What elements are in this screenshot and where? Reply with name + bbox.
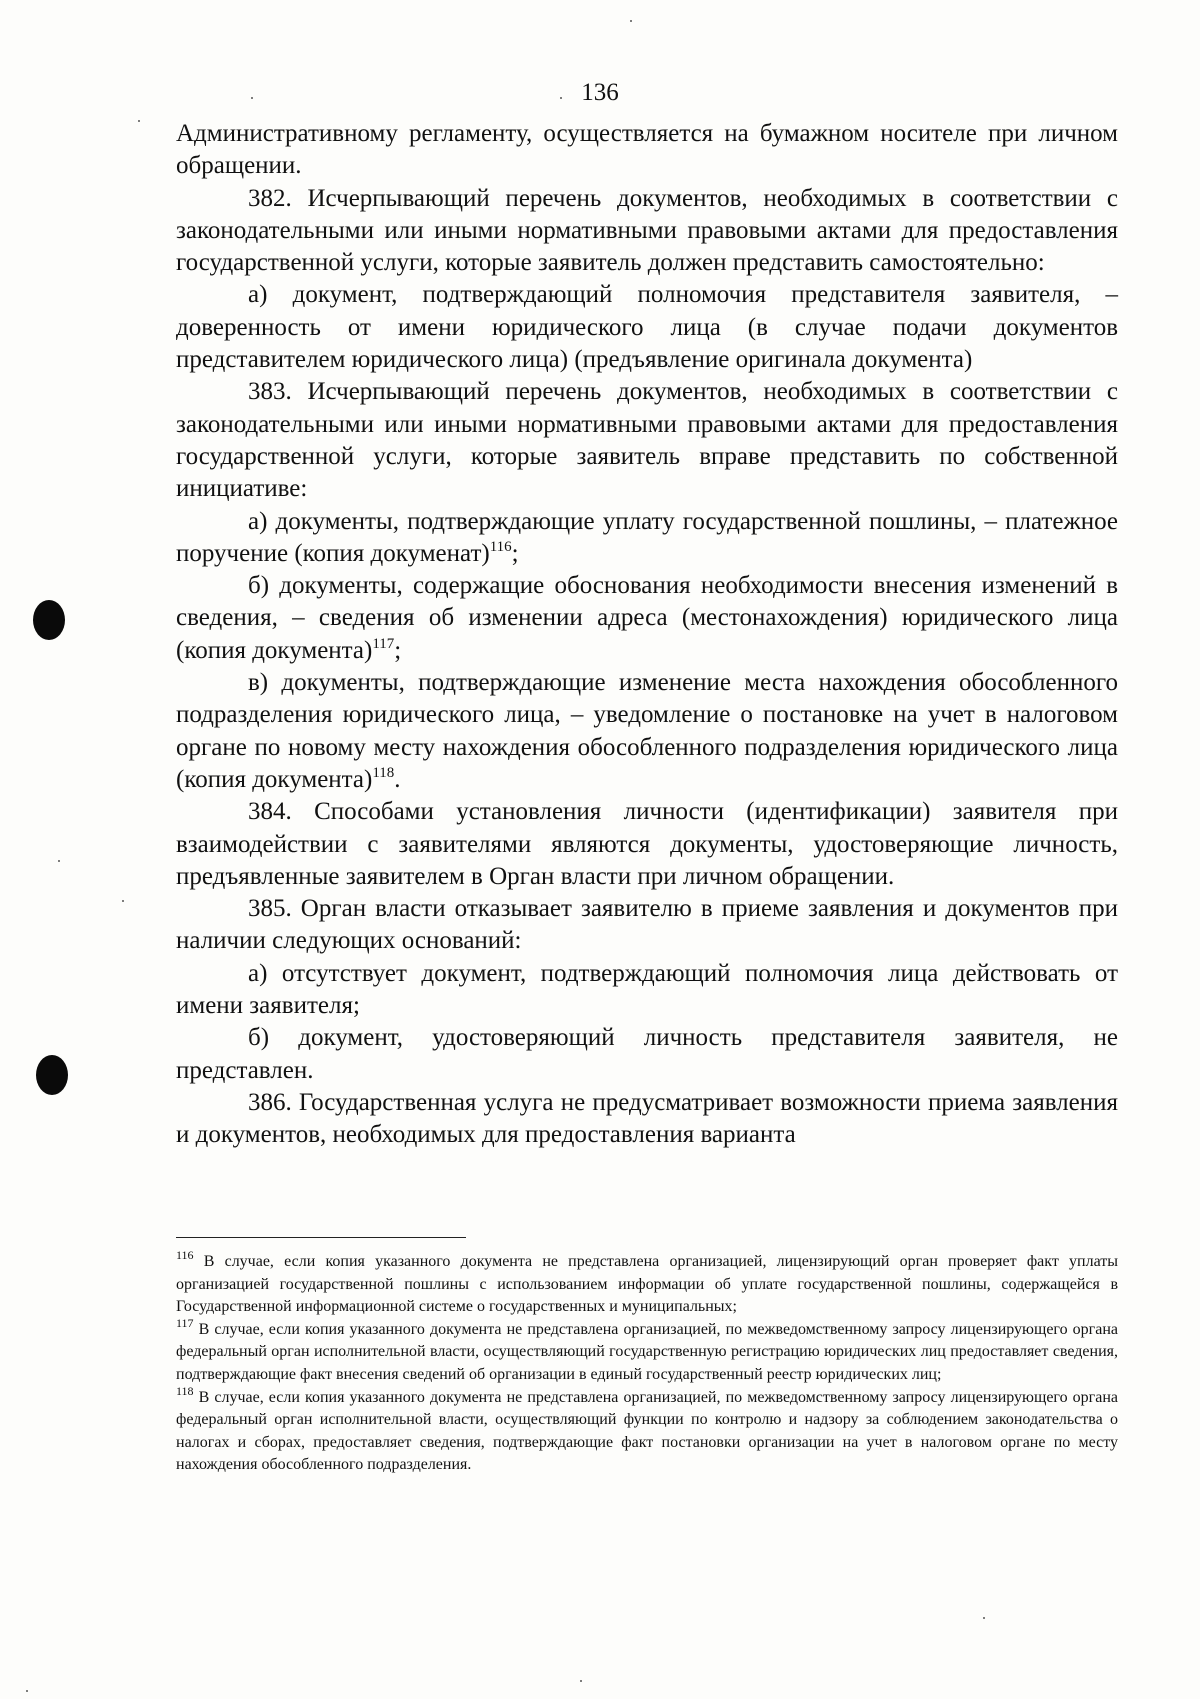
footnote-number: 117 [176,1315,194,1330]
footnote-ref-117[interactable]: 117 [372,635,395,652]
paragraph-383-c [176,667,1118,796]
footnote-117 [176,1315,1118,1387]
paragraph-end: ; [511,539,519,567]
paragraph-385: 385. Орган власти отказывает заявителю в приеме заявления и документов при наличии следующих оснований: [176,895,1118,955]
paragraph: Административному регламенту, осуществляется на бумажном носителе при личном обращении. [176,120,1118,180]
paragraph-386: 386. Государственная услуга не предусматривает возможности приема заявления и документов, необходимых для предоставления варианта [176,1088,1118,1149]
footnote-text: В случае, если копия указанного документа не представлена организацией, по межведомственному запросу лицензирующего органа федеральный орган исполнительной власти, осуществляющий функции по контролю и надзору за соблюдением законодательства о налогах и сборах, предоставляет сведения, подтверждающие факт постановки организации на учет в налоговом органе по месту нахождения обособленного подразделения. [176,1388,1118,1474]
paragraph-383-a [176,506,1118,571]
page-number: 136 [581,79,619,106]
scan-speck [983,1617,985,1619]
paragraph-385-b: б) документ, удостоверяющий личность представителя заявителя, не представлен. [176,1024,1118,1084]
main-text [176,118,1118,1152]
scan-speck [251,97,253,99]
punch-hole-mark [33,600,65,640]
footnote-118 [176,1383,1118,1477]
footnote-116 [176,1248,1118,1319]
scan-speck [58,860,60,862]
scan-speck [26,1690,28,1692]
paragraph-382: 382. Исчерпывающий перечень документов, необходимых в соответствии с законодательными или иными нормативными правовыми актами для предоставления государственной услуги, которые заявитель должен представить самостоятельно: [176,184,1118,277]
footnote-text: В случае, если копия указанного документа не представлена организацией, лицензирующий орган проверяет факт уплаты организацией государственной пошлины с использованием информации об уплате государственной пошлины, содержащейся в Государственной информационной системе о государственных и муниципальных; [176,1253,1118,1316]
paragraph-383-b [176,570,1118,667]
footnote-ref-118[interactable]: 118 [372,764,395,781]
scan-speck [560,97,562,99]
punch-hole-mark [36,1055,68,1095]
footnotes [176,1248,1118,1477]
scan-speck [122,900,124,902]
footnote-text: В случае, если копия указанного документа не представлена организацией, по межведомственному запросу лицензирующего органа федеральный орган исполнительной власти, осуществляющий государственную регистрацию юридических лиц предоставляет сведения, подтверждающие факт внесения сведений об организации в единый государственный реестр юридических лиц; [176,1320,1118,1383]
footnote-ref-116[interactable]: 116 [489,538,512,555]
paragraph-end: . [394,765,401,793]
scan-speck [580,1680,582,1682]
footnote-separator [176,1237,466,1238]
paragraph-382-a: а) документ, подтверждающий полномочия представителя заявителя, – доверенность от имени юридического лица (в случае подачи документов представителем юридического лица) (предъявление оригинала документа) [176,281,1118,374]
scan-speck [630,20,632,22]
footnote-number: 118 [176,1383,194,1398]
paragraph-text: в) документы, подтверждающие изменение места нахождения обособленного подразделения юридического лица, – уведомление о постановке на учет в налоговом органе по новому месту нахождения обособленного подразделения юридического лица (копия документа) [176,669,1118,793]
scan-speck [138,120,140,122]
paragraph-383: 383. Исчерпывающий перечень документов, необходимых в соответствии с законодательными или иными нормативными правовыми актами для предоставления государственной услуги, которые заявитель вправе представить по собственной инициативе: [176,378,1118,503]
paragraph-384: 384. Способами установления личности (идентификации) заявителя при взаимодействии с заявителями являются документы, удостоверяющие личность, предъявленные заявителем в Орган власти при личном обращении. [176,798,1118,890]
paragraph-text: б) документы, содержащие обоснования необходимости внесения изменений в сведения, – сведения об изменении адреса (местонахождения) юридического лица (копия документа) [176,572,1118,664]
paragraph-text: а) документы, подтверждающие уплату государственной пошлины, – платежное поручение (копия докуменат) [176,507,1118,567]
paragraph-end: ; [394,636,402,664]
footnote-number: 116 [176,1248,194,1262]
paragraph-385-a: а) отсутствует документ, подтверждающий полномочия лица действовать от имени заявителя; [176,959,1118,1020]
